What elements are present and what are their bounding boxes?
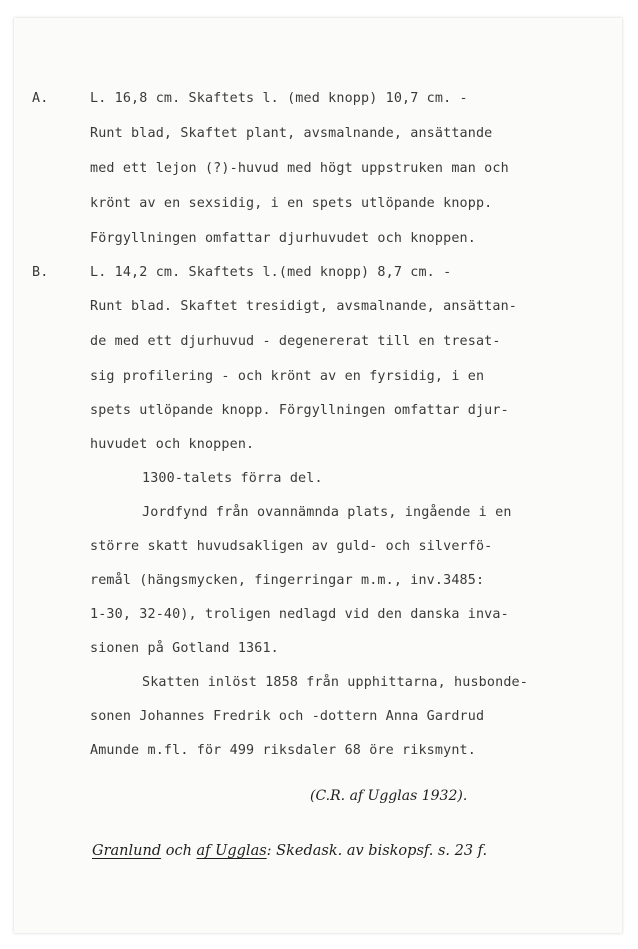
paragraph-line: remål (hängsmycken, fingerringar m.m., inv.3485:	[90, 573, 485, 588]
paragraph-line: Jordfynd från ovannämnda plats, ingående i en	[142, 505, 512, 520]
paragraph-line: Amunde m.fl. för 499 riksdaler 68 öre riksmynt.	[90, 743, 476, 758]
entry-a-line: Förgyllningen omfattar djurhuvudet och knoppen.	[90, 231, 476, 246]
paragraph-line: sonen Johannes Fredrik och -dottern Anna Gardrud	[90, 709, 485, 724]
reference-author-ugglas: af Ugglas	[196, 843, 267, 859]
entry-a-line: med ett lejon (?)-huvud med högt uppstruken man och	[90, 161, 509, 176]
entry-b-line: sig profilering - och krönt av en fyrsidig, i en	[90, 369, 485, 384]
handwritten-reference	[92, 844, 487, 859]
entry-b-line: huvudet och knoppen.	[90, 437, 255, 452]
entry-a-line: krönt av en sexsidig, i en spets utlöpande knopp.	[90, 196, 493, 211]
dating-line: 1300-talets förra del.	[142, 471, 323, 486]
paragraph-line: sionen på Gotland 1361.	[90, 641, 279, 656]
paragraph-line: Skatten inlöst 1858 från upphittarna, husbonde-	[142, 675, 528, 690]
reference-title: : Skedask. av biskopsf. s. 23 f.	[266, 843, 488, 859]
reference-author-granlund: Granlund	[92, 843, 162, 859]
entry-b-line: de med ett djurhuvud - degenererat till en tresat-	[90, 334, 501, 349]
entry-b-line: L. 14,2 cm. Skaftets l.(med knopp) 8,7 cm. -	[90, 265, 452, 280]
paragraph-line: 1-30, 32-40), troligen nedlagd vid den danska inva-	[90, 607, 509, 622]
entry-a-label: A.	[32, 91, 49, 106]
reference-conjunction: och	[165, 843, 192, 859]
entry-a-line: L. 16,8 cm. Skaftets l. (med knopp) 10,7 cm. -	[90, 91, 468, 106]
entry-b-line: spets utlöpande knopp. Förgyllningen omfattar djur-	[90, 403, 509, 418]
handwritten-signature: (C.R. af Ugglas 1932).	[310, 788, 468, 804]
entry-b-label: B.	[32, 265, 49, 280]
entry-b-line: Runt blad. Skaftet tresidigt, avsmalnande, ansättan-	[90, 299, 518, 314]
paragraph-line: större skatt huvudsakligen av guld- och silverfö-	[90, 539, 493, 554]
entry-a-line: Runt blad, Skaftet plant, avsmalnande, ansättande	[90, 126, 493, 141]
